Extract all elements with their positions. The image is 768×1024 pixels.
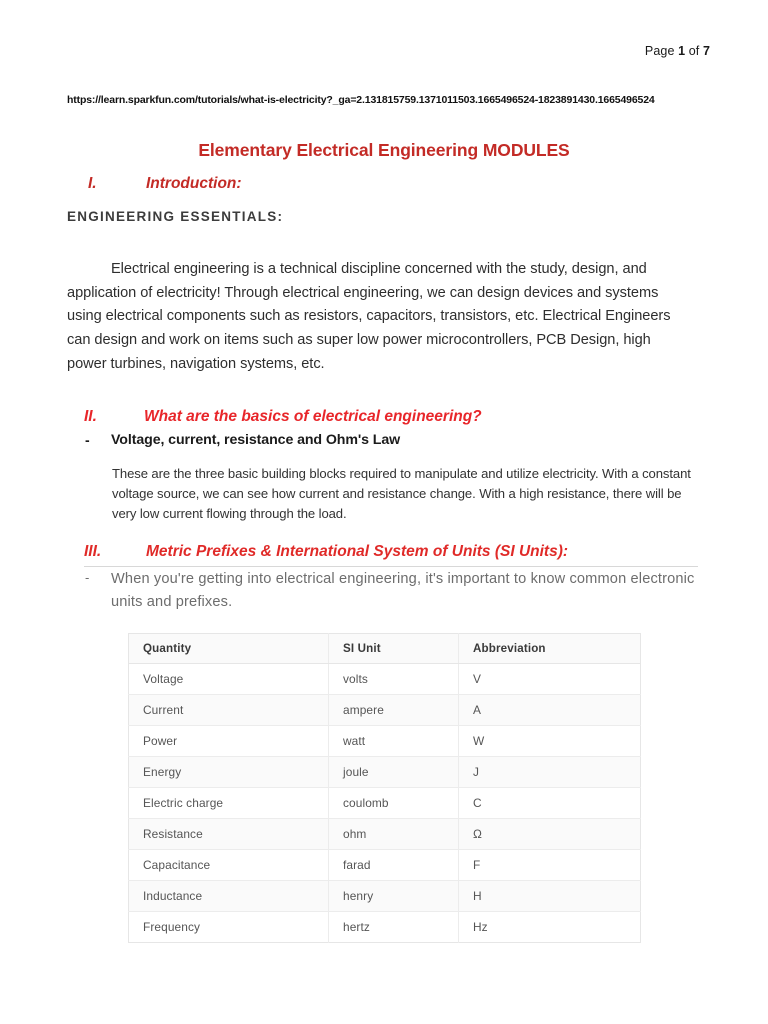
cell-si-unit: ampere <box>329 695 459 726</box>
engineering-essentials-subheading: ENGINEERING ESSENTIALS: <box>67 209 284 224</box>
column-header-quantity: Quantity <box>129 634 329 664</box>
section-numeral-ii: II. <box>84 408 97 425</box>
cell-abbreviation: Hz <box>459 912 641 943</box>
cell-quantity: Electric charge <box>129 788 329 819</box>
table-row <box>129 788 641 819</box>
table-row <box>129 881 641 912</box>
table-row <box>129 819 641 850</box>
cell-quantity: Current <box>129 695 329 726</box>
cell-si-unit: farad <box>329 850 459 881</box>
page-total-number: 7 <box>702 44 710 58</box>
cell-quantity: Power <box>129 726 329 757</box>
hyphen-bullet-icon: - <box>85 570 90 585</box>
cell-abbreviation: H <box>459 881 641 912</box>
hyphen-bullet-icon: - <box>85 432 90 448</box>
table-body <box>129 664 641 943</box>
section-numeral-i: I. <box>88 175 97 192</box>
section-heading-introduction <box>88 175 242 193</box>
bullet-common-units <box>85 568 695 614</box>
section-numeral-iii: III. <box>84 543 102 560</box>
table-row <box>129 695 641 726</box>
section-heading-basics <box>84 408 482 426</box>
section-divider-rule <box>84 566 698 567</box>
column-header-si-unit: SI Unit <box>329 634 459 664</box>
table-row <box>129 850 641 881</box>
page-number-header <box>645 44 710 58</box>
table-row <box>129 757 641 788</box>
table-header-row <box>129 634 641 664</box>
cell-quantity: Resistance <box>129 819 329 850</box>
cell-abbreviation: A <box>459 695 641 726</box>
section-title-ii: What are the basics of electrical engineering? <box>144 408 482 425</box>
cell-quantity: Capacitance <box>129 850 329 881</box>
table-header <box>129 634 641 664</box>
basics-paragraph: These are the three basic building blocks required to manipulate and utilize electricity. With a constant voltage source, we can see how current and resistance change. With a high resistance, there will be very low current flowing through the load. <box>112 466 691 521</box>
cell-quantity: Frequency <box>129 912 329 943</box>
cell-abbreviation: F <box>459 850 641 881</box>
page-current-number: 1 <box>678 44 686 58</box>
page-label: Page <box>644 44 675 58</box>
introduction-paragraph: Electrical engineering is a technical discipline concerned with the study, design, and application of electricity! Through electrical engineering, we can design devices and systems using electrical components such as resistors, capacitors, transistors, etc. Electrical Engineers can design and work on items such as super low power microcontrollers, PCB Design, high power turbines, navigation systems, etc. <box>67 261 671 372</box>
table-row <box>129 726 641 757</box>
source-url-text: https://learn.sparkfun.com/tutorials/what-is-electricity?_ga=2.131815759.1371011503.1665496524-1823891430.1665496524 <box>67 94 655 106</box>
cell-abbreviation: W <box>459 726 641 757</box>
cell-abbreviation: V <box>459 664 641 695</box>
cell-abbreviation: C <box>459 788 641 819</box>
cell-si-unit: joule <box>329 757 459 788</box>
bullet-voltage-current-resistance <box>85 430 685 451</box>
cell-si-unit: coulomb <box>329 788 459 819</box>
section-title-i: Introduction: <box>146 175 242 192</box>
cell-abbreviation: J <box>459 757 641 788</box>
document-title: Elementary Electrical Engineering MODULES <box>198 140 570 160</box>
cell-si-unit: henry <box>329 881 459 912</box>
cell-quantity: Inductance <box>129 881 329 912</box>
cell-si-unit: volts <box>329 664 459 695</box>
si-units-table <box>128 633 641 943</box>
bullet-text-common-units: When you're getting into electrical engineering, it's important to know common electronic units and prefixes. <box>111 571 695 611</box>
bullet-text-ohms-law: Voltage, current, resistance and Ohm's Law <box>111 432 401 448</box>
si-units-table-container <box>128 633 640 943</box>
section-heading-metric-prefixes <box>84 543 568 561</box>
section-title-iii: Metric Prefixes & International System of Units (SI Units): <box>146 543 569 560</box>
column-header-abbreviation: Abbreviation <box>459 634 641 664</box>
page-of-label: of <box>688 44 700 58</box>
cell-abbreviation: Ω <box>459 819 641 850</box>
table-row <box>129 912 641 943</box>
cell-quantity: Voltage <box>129 664 329 695</box>
cell-quantity: Energy <box>129 757 329 788</box>
cell-si-unit: hertz <box>329 912 459 943</box>
table-row <box>129 664 641 695</box>
cell-si-unit: ohm <box>329 819 459 850</box>
cell-si-unit: watt <box>329 726 459 757</box>
